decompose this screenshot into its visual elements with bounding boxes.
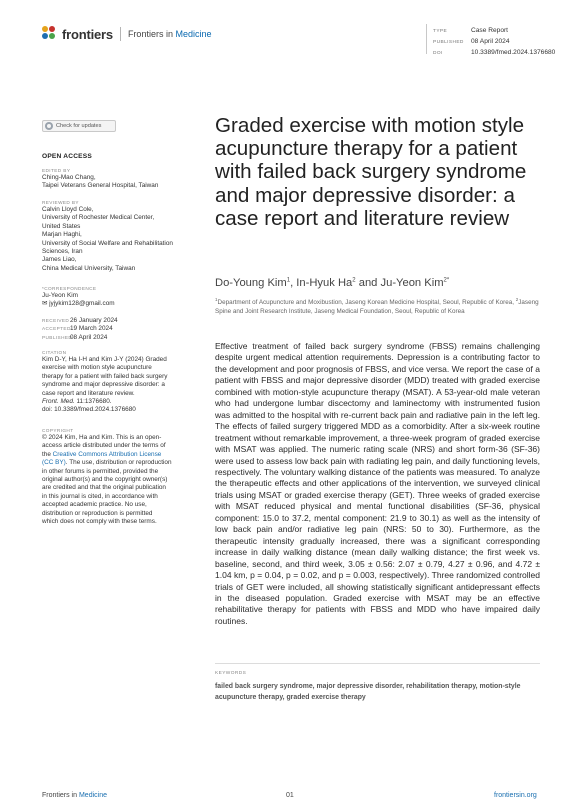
- copyright-line: access article distributed under the terms of: [42, 442, 166, 450]
- citation-line: syndrome and major depressive disorder: a: [42, 381, 165, 389]
- cc-license-link[interactable]: Creative Commons Attribution License: [52, 450, 162, 458]
- reviewer-line: Marjan Haghi,: [42, 231, 82, 239]
- copyright-line: which does not comply with these terms.: [42, 518, 157, 526]
- author[interactable]: In-Hyuk Ha$^2$: [296, 277, 356, 289]
- copyright-line: in this journal is cited, in accordance with: [42, 492, 158, 500]
- meta-type: TYPE Case Report: [433, 27, 509, 34]
- open-access-label: OPEN ACCESS: [42, 153, 92, 160]
- reviewer-line: Calvin Lloyd Cole,: [42, 206, 94, 213]
- copyright-line: distribution or reproduction is permitted: [42, 509, 153, 517]
- copyright-line: original author(s) and the copyright owner(s): [42, 476, 168, 484]
- keywords-list: failed back surgery syndrome, major depressive disorder, rehabilitation therapy, motion-style acupuncture therapy, graded exercise therapy: [215, 683, 521, 701]
- citation-doi[interactable]: doi: 10.3389/fmed.2024.1376680: [42, 406, 136, 414]
- meta-divider: [426, 24, 427, 54]
- citation-line: exercise with motion style acupuncture: [42, 364, 152, 372]
- date-published: PUBLISHED08 April 2024: [42, 333, 108, 341]
- reviewer-line: United States: [42, 222, 81, 230]
- copyright-line: © 2024 Kim, Ha and Kim. This is an open-: [42, 434, 162, 441]
- journal-header: [42, 26, 212, 42]
- citation-journal: Front. Med. 11:1376680.: [42, 398, 112, 406]
- reviewer-line: Sciences, Iran: [42, 248, 83, 256]
- correspondence-section: *CORRESPONDENCE Ju-Yeon Kim ✉ jyjykim128@gmail.com: [42, 285, 192, 309]
- keywords-divider: [215, 663, 540, 664]
- reviewer-line: James Liao,: [42, 256, 77, 264]
- date-accepted: ACCEPTED19 March 2024: [42, 325, 113, 333]
- citation-line: case report and literature review.: [42, 389, 135, 397]
- check-for-updates-label: Check for updates: [56, 123, 102, 129]
- meta-published: PUBLISHED 08 April 2024: [433, 37, 510, 45]
- page-number: 01: [286, 792, 294, 799]
- reviewed-by-section: REVIEWED BY Calvin Lloyd Cole, University of Rochester Medical Center, United States Marjan Haghi, University of Social Welfare and Rehabilitation Sciences, Iran James Liao, China Medical University, Taiwan: [42, 199, 192, 273]
- reviewer-line: University of Rochester Medical Center,: [42, 214, 155, 222]
- editor-name: Ching-Mao Chang,: [42, 174, 96, 181]
- footer-journal: Frontiers in Medicine: [42, 792, 107, 799]
- edited-by-section: EDITED BY Ching-Mao Chang, Taipei Veterans General Hospital, Taiwan: [42, 167, 192, 191]
- doi-link[interactable]: 10.3389/fmed.2024.1376680: [471, 48, 556, 56]
- frontiers-logo-icon: [42, 26, 58, 42]
- citation-line: Kim D-Y, Ha I-H and Kim J-Y (2024) Graded: [42, 356, 167, 363]
- keywords-label: KEYWORDS: [215, 671, 247, 676]
- meta-doi: DOI 10.3389/fmed.2024.1376680: [433, 48, 556, 56]
- copyright-line: are credited and that the original publication: [42, 484, 166, 492]
- article-meta: [433, 26, 555, 58]
- header-divider: [120, 27, 121, 41]
- editor-affiliation: Taipei Veterans General Hospital, Taiwan: [42, 182, 159, 190]
- citation-section: CITATION Kim D-Y, Ha I-H and Kim J-Y (2024) Graded exercise with motion style acupuncture therapy for a patient with failed back surgery syndrome and major depressive disorder: a case report and literature review. Front. Med. 11:1376680. doi: 10.3389/fmed.2024.1376680: [42, 349, 192, 415]
- crossmark-icon: [45, 122, 53, 130]
- author[interactable]: Ju-Yeon Kim$^{2*}$: [380, 277, 450, 289]
- author-list: Do-Young Kim$^1$, In-Hyuk Ha$^2$ and Ju-Yeon Kim$^{2*}$: [215, 277, 450, 289]
- reviewer-line: China Medical University, Taiwan: [42, 264, 136, 272]
- brand-name[interactable]: frontiers: [62, 26, 113, 42]
- footer-site-link[interactable]: frontiersin.org: [494, 792, 537, 799]
- journal-name[interactable]: Frontiers in Medicine: [127, 29, 212, 39]
- author[interactable]: Do-Young Kim$^1$: [215, 277, 291, 289]
- citation-line: therapy for a patient with failed back surgery: [42, 372, 168, 380]
- dates-section: [42, 317, 192, 342]
- correspondence-email[interactable]: ✉ jyjykim128@gmail.com: [42, 300, 115, 308]
- author-affiliations: $^1$Department of Acupuncture and Moxibustion, Jaseng Korean Medicine Hospital, Seoul, Republic of Korea, $^2$Jaseng Spine and Joint Research Institute, Jaseng Medical Foundation, Seoul, Republic of Korea: [215, 297, 539, 315]
- correspondence-name: Ju-Yeon Kim: [42, 292, 78, 299]
- check-for-updates-button[interactable]: [42, 120, 116, 132]
- date-received: RECEIVED26 January 2024: [42, 317, 118, 324]
- copyright-line: accepted academic practice. No use,: [42, 501, 147, 509]
- reviewer-line: University of Social Welfare and Rehabilitation: [42, 239, 173, 247]
- abstract-text: Effective treatment of failed back surgery syndrome (FBSS) remains challenging despite urgent medical attention requirements. Depression is a contributing factor to the development and poor prognosis of FBSS, and vice versa. We report the case of a patient with FBSS and major depressive disorder (MDD) treated with graded exercise combined with motion-style acupuncture therapy (MSAT). A 53-year-old male veteran who had undergone lumbar discectomy and laminectomy with instrumented fusion was admitted to the hospital with re-current back pain and radiative pain in the left leg. The effects of failed surgery triggered MDD as a comorbidity. After a six-week routine treatment without remarkable improvement, a three-week program of graded exercise with MSAT was applied. The numeric rating scale (NRS) and short form-36 (SF-36) were used to assess low back pain with radiating leg pain, and daily functioning levels, respectively. The voluntary walking distance of the patients was measured. To analyze the therapeutic effects and other applications of the intervention, we surveyed clinical trials using MSAT or graded exercise therapy (GET). Three weeks of graded exercise with MSAT reduced physical and mental functional disabilities (SF-36, physical component: 15.0 to 37.2, mental component: 21.9 to 30.1) as well as the intensity of low back pain and/or radiative leg pain (NRS: 50 to 30). Furthermore, as the therapeutic intensity gradually increased, there was a significant corresponding increase in daily walking distance (mean daily walking distance; the first week vs. baseline, second, and third week, 3.05 ± 0.56: 2.07 ± 0.79, 4.27 ± 0.96, and 4.72 ± 1.04 km, p = 0.04, p = 0.02, and p = 0.003, respectively). Three randomized controlled trials of GET were included, all showing statistically significant antidepressant effects in the diseased population. Graded exercise with MSAT may be an effective rehabilitative therapy for patients with FBSS and MDD who have impaired daily routines.: [215, 341, 540, 626]
- mail-icon: ✉: [42, 300, 50, 308]
- cc-by-link[interactable]: (CC BY): [42, 459, 66, 467]
- copyright-line: in other forums is permitted, provided the: [42, 467, 159, 475]
- article-title: Graded exercise with motion style acupuncture therapy for a patient with failed back surgery syndrome and major depressive disorder: a case report and literature review: [215, 114, 527, 230]
- copyright-section: COPYRIGHT © 2024 Kim, Ha and Kim. This is an open- access article distributed under the terms of the Creative Commons Attribution License (CC BY). The use, distribution or reproduction in other forums is permitted, provided the original author(s) and the copyright owner(s) are credited and that the original publication in this journal is cited, in accordance with accepted academic practice. No use, distribution or reproduction is permitted which does not comply with these terms.: [42, 427, 192, 526]
